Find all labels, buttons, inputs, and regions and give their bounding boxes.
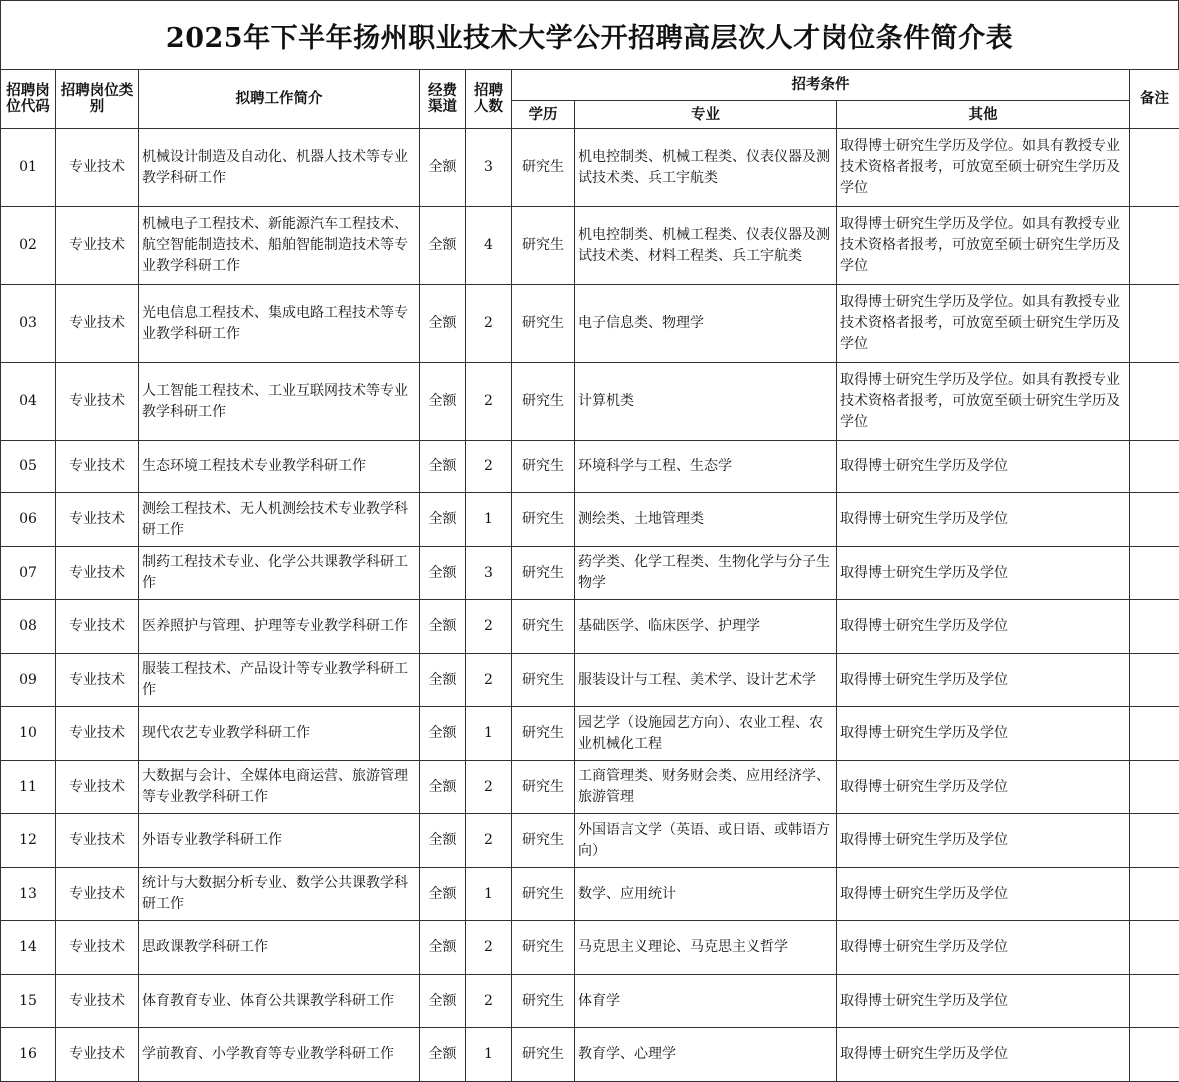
cell-count[interactable]: 3	[466, 547, 512, 600]
cell-remark[interactable]	[1130, 707, 1179, 761]
header-other[interactable]: 其他	[837, 101, 1130, 129]
cell-major[interactable]: 服装设计与工程、美术学、设计艺术学	[575, 654, 837, 707]
table-row	[1, 493, 1179, 547]
cell-major[interactable]: 体育学	[575, 975, 837, 1028]
cell-remark[interactable]	[1130, 921, 1179, 975]
cell-description[interactable]: 生态环境工程技术专业教学科研工作	[139, 441, 420, 493]
cell-remark[interactable]	[1130, 975, 1179, 1028]
table-row	[1, 600, 1179, 654]
cell-funding[interactable]: 全额	[420, 975, 466, 1028]
cell-category[interactable]: 专业技术	[56, 547, 139, 600]
cell-category[interactable]: 专业技术	[56, 707, 139, 761]
table-row	[1, 207, 1179, 285]
cell-description[interactable]: 服装工程技术、产品设计等专业教学科研工作	[139, 654, 420, 707]
cell-remark[interactable]	[1130, 547, 1179, 600]
cell-major[interactable]: 教育学、心理学	[575, 1028, 837, 1082]
cell-education[interactable]: 研究生	[512, 547, 575, 600]
cell-other[interactable]: 取得博士研究生学历及学位	[837, 707, 1130, 761]
cell-other[interactable]: 取得博士研究生学历及学位	[837, 493, 1130, 547]
cell-count[interactable]: 2	[466, 363, 512, 441]
cell-funding[interactable]: 全额	[420, 814, 466, 868]
cell-description[interactable]: 统计与大数据分析专业、数学公共课教学科研工作	[139, 868, 420, 921]
cell-other[interactable]: 取得博士研究生学历及学位	[837, 868, 1130, 921]
cell-major[interactable]: 机电控制类、机械工程类、仪表仪器及测试技术类、材料工程类、兵工宇航类	[575, 207, 837, 285]
table-row	[1, 441, 1179, 493]
cell-other[interactable]: 取得博士研究生学历及学位	[837, 547, 1130, 600]
cell-major[interactable]: 外国语言文学（英语、或日语、或韩语方向）	[575, 814, 837, 868]
cell-funding[interactable]: 全额	[420, 1028, 466, 1082]
cell-funding[interactable]: 全额	[420, 547, 466, 600]
cell-education[interactable]: 研究生	[512, 363, 575, 441]
table-row	[1, 761, 1179, 814]
cell-category[interactable]: 专业技术	[56, 600, 139, 654]
cell-education[interactable]: 研究生	[512, 761, 575, 814]
cell-funding[interactable]: 全额	[420, 207, 466, 285]
cell-major[interactable]: 机电控制类、机械工程类、仪表仪器及测试技术类、兵工宇航类	[575, 129, 837, 207]
cell-count[interactable]: 2	[466, 814, 512, 868]
cell-category[interactable]: 专业技术	[56, 441, 139, 493]
cell-count[interactable]: 1	[466, 1028, 512, 1082]
cell-other[interactable]: 取得博士研究生学历及学位	[837, 654, 1130, 707]
cell-major[interactable]: 测绘类、土地管理类	[575, 493, 837, 547]
cell-description[interactable]: 光电信息工程技术、集成电路工程技术等专业教学科研工作	[139, 285, 420, 363]
cell-category[interactable]: 专业技术	[56, 761, 139, 814]
header-conditions[interactable]: 招考条件	[512, 70, 1130, 101]
cell-code[interactable]: 09	[1, 654, 56, 707]
cell-remark[interactable]	[1130, 654, 1179, 707]
cell-code[interactable]: 15	[1, 975, 56, 1028]
header-education[interactable]: 学历	[512, 101, 575, 129]
cell-description[interactable]: 机械设计制造及自动化、机器人技术等专业教学科研工作	[139, 129, 420, 207]
cell-count[interactable]: 4	[466, 207, 512, 285]
cell-education[interactable]: 研究生	[512, 285, 575, 363]
header-code[interactable]: 招聘岗位代码	[1, 70, 56, 129]
table-row	[1, 363, 1179, 441]
table-row	[1, 921, 1179, 975]
header-count[interactable]: 招聘人数	[466, 70, 512, 129]
cell-code[interactable]: 14	[1, 921, 56, 975]
table-row	[1, 1028, 1179, 1082]
cell-education[interactable]: 研究生	[512, 814, 575, 868]
cell-education[interactable]: 研究生	[512, 707, 575, 761]
cell-other[interactable]: 取得博士研究生学历及学位	[837, 921, 1130, 975]
cell-education[interactable]: 研究生	[512, 129, 575, 207]
cell-other[interactable]: 取得博士研究生学历及学位。如具有教授专业技术资格者报考，可放宽至硕士研究生学历及学位	[837, 129, 1130, 207]
cell-education[interactable]: 研究生	[512, 654, 575, 707]
cell-count[interactable]: 2	[466, 761, 512, 814]
table-row	[1, 129, 1179, 207]
table-body	[1, 129, 1179, 1082]
cell-category[interactable]: 专业技术	[56, 207, 139, 285]
cell-remark[interactable]	[1130, 285, 1179, 363]
cell-remark[interactable]	[1130, 493, 1179, 547]
cell-major[interactable]: 电子信息类、物理学	[575, 285, 837, 363]
cell-description[interactable]: 医养照护与管理、护理等专业教学科研工作	[139, 600, 420, 654]
cell-code[interactable]: 16	[1, 1028, 56, 1082]
cell-remark[interactable]	[1130, 363, 1179, 441]
cell-code[interactable]: 10	[1, 707, 56, 761]
cell-category[interactable]: 专业技术	[56, 285, 139, 363]
cell-count[interactable]: 2	[466, 600, 512, 654]
cell-remark[interactable]	[1130, 761, 1179, 814]
cell-other[interactable]: 取得博士研究生学历及学位	[837, 441, 1130, 493]
cell-other[interactable]: 取得博士研究生学历及学位。如具有教授专业技术资格者报考，可放宽至硕士研究生学历及学位	[837, 363, 1130, 441]
table-row	[1, 547, 1179, 600]
cell-major[interactable]: 药学类、化学工程类、生物化学与分子生物学	[575, 547, 837, 600]
cell-other[interactable]: 取得博士研究生学历及学位。如具有教授专业技术资格者报考，可放宽至硕士研究生学历及学位	[837, 285, 1130, 363]
cell-category[interactable]: 专业技术	[56, 129, 139, 207]
table-row	[1, 707, 1179, 761]
cell-description[interactable]: 现代农艺专业教学科研工作	[139, 707, 420, 761]
cell-count[interactable]: 1	[466, 868, 512, 921]
cell-funding[interactable]: 全额	[420, 285, 466, 363]
cell-code[interactable]: 11	[1, 761, 56, 814]
cell-education[interactable]: 研究生	[512, 600, 575, 654]
cell-funding[interactable]: 全额	[420, 654, 466, 707]
cell-code[interactable]: 12	[1, 814, 56, 868]
cell-education[interactable]: 研究生	[512, 868, 575, 921]
cell-funding[interactable]: 全额	[420, 441, 466, 493]
cell-description[interactable]: 体育教育专业、体育公共课教学科研工作	[139, 975, 420, 1028]
page-title: 2025年下半年扬州职业技术大学公开招聘高层次人才岗位条件简介表	[166, 16, 1013, 55]
cell-code[interactable]: 05	[1, 441, 56, 493]
table-row	[1, 654, 1179, 707]
title-cell[interactable]	[0, 0, 1179, 69]
cell-code[interactable]: 02	[1, 207, 56, 285]
cell-major[interactable]: 园艺学（设施园艺方向）、农业工程、农业机械化工程	[575, 707, 837, 761]
cell-other[interactable]: 取得博士研究生学历及学位	[837, 1028, 1130, 1082]
cell-code[interactable]: 04	[1, 363, 56, 441]
cell-education[interactable]: 研究生	[512, 493, 575, 547]
cell-count[interactable]: 3	[466, 129, 512, 207]
header-remark[interactable]: 备注	[1130, 70, 1179, 129]
cell-major[interactable]: 数学、应用统计	[575, 868, 837, 921]
cell-major[interactable]: 马克思主义理论、马克思主义哲学	[575, 921, 837, 975]
cell-category[interactable]: 专业技术	[56, 1028, 139, 1082]
cell-category[interactable]: 专业技术	[56, 868, 139, 921]
cell-description[interactable]: 学前教育、小学教育等专业教学科研工作	[139, 1028, 420, 1082]
cell-major[interactable]: 计算机类	[575, 363, 837, 441]
cell-category[interactable]: 专业技术	[56, 654, 139, 707]
cell-description[interactable]: 外语专业教学科研工作	[139, 814, 420, 868]
header-category[interactable]: 招聘岗位类别	[56, 70, 139, 129]
cell-funding[interactable]: 全额	[420, 921, 466, 975]
cell-code[interactable]: 13	[1, 868, 56, 921]
cell-count[interactable]: 1	[466, 493, 512, 547]
cell-count[interactable]: 2	[466, 285, 512, 363]
cell-code[interactable]: 01	[1, 129, 56, 207]
cell-count[interactable]: 1	[466, 707, 512, 761]
cell-remark[interactable]	[1130, 207, 1179, 285]
table-row	[1, 814, 1179, 868]
cell-education[interactable]: 研究生	[512, 921, 575, 975]
cell-code[interactable]: 08	[1, 600, 56, 654]
cell-count[interactable]: 2	[466, 441, 512, 493]
positions-table	[0, 69, 1179, 1082]
cell-remark[interactable]	[1130, 814, 1179, 868]
cell-major[interactable]: 工商管理类、财务财会类、应用经济学、旅游管理	[575, 761, 837, 814]
cell-code[interactable]: 07	[1, 547, 56, 600]
cell-category[interactable]: 专业技术	[56, 363, 139, 441]
cell-category[interactable]: 专业技术	[56, 921, 139, 975]
cell-description[interactable]: 制药工程技术专业、化学公共课教学科研工作	[139, 547, 420, 600]
cell-funding[interactable]: 全额	[420, 868, 466, 921]
table-row	[1, 285, 1179, 363]
cell-remark[interactable]	[1130, 600, 1179, 654]
cell-other[interactable]: 取得博士研究生学历及学位	[837, 761, 1130, 814]
header-major[interactable]: 专业	[575, 101, 837, 129]
header-funding[interactable]: 经费渠道	[420, 70, 466, 129]
cell-other[interactable]: 取得博士研究生学历及学位	[837, 975, 1130, 1028]
cell-education[interactable]: 研究生	[512, 441, 575, 493]
header-row-1	[1, 70, 1179, 101]
cell-education[interactable]: 研究生	[512, 975, 575, 1028]
cell-funding[interactable]: 全额	[420, 761, 466, 814]
cell-count[interactable]: 2	[466, 654, 512, 707]
cell-education[interactable]: 研究生	[512, 207, 575, 285]
cell-code[interactable]: 03	[1, 285, 56, 363]
cell-other[interactable]: 取得博士研究生学历及学位	[837, 814, 1130, 868]
cell-description[interactable]: 机械电子工程技术、新能源汽车工程技术、航空智能制造技术、船舶智能制造技术等专业教学科研工作	[139, 207, 420, 285]
cell-remark[interactable]	[1130, 1028, 1179, 1082]
cell-funding[interactable]: 全额	[420, 493, 466, 547]
cell-other[interactable]: 取得博士研究生学历及学位。如具有教授专业技术资格者报考，可放宽至硕士研究生学历及学位	[837, 207, 1130, 285]
cell-major[interactable]: 基础医学、临床医学、护理学	[575, 600, 837, 654]
cell-education[interactable]: 研究生	[512, 1028, 575, 1082]
cell-funding[interactable]: 全额	[420, 363, 466, 441]
cell-category[interactable]: 专业技术	[56, 814, 139, 868]
cell-description[interactable]: 测绘工程技术、无人机测绘技术专业教学科研工作	[139, 493, 420, 547]
cell-category[interactable]: 专业技术	[56, 975, 139, 1028]
cell-funding[interactable]: 全额	[420, 600, 466, 654]
cell-major[interactable]: 环境科学与工程、生态学	[575, 441, 837, 493]
cell-remark[interactable]	[1130, 129, 1179, 207]
cell-description[interactable]: 思政课教学科研工作	[139, 921, 420, 975]
header-description[interactable]: 拟聘工作简介	[139, 70, 420, 129]
cell-description[interactable]: 大数据与会计、全媒体电商运营、旅游管理等专业教学科研工作	[139, 761, 420, 814]
cell-remark[interactable]	[1130, 868, 1179, 921]
cell-funding[interactable]: 全额	[420, 707, 466, 761]
cell-remark[interactable]	[1130, 441, 1179, 493]
cell-code[interactable]: 06	[1, 493, 56, 547]
cell-count[interactable]: 2	[466, 921, 512, 975]
cell-count[interactable]: 2	[466, 975, 512, 1028]
cell-funding[interactable]: 全额	[420, 129, 466, 207]
cell-category[interactable]: 专业技术	[56, 493, 139, 547]
cell-other[interactable]: 取得博士研究生学历及学位	[837, 600, 1130, 654]
table-row	[1, 868, 1179, 921]
cell-description[interactable]: 人工智能工程技术、工业互联网技术等专业教学科研工作	[139, 363, 420, 441]
table-row	[1, 975, 1179, 1028]
